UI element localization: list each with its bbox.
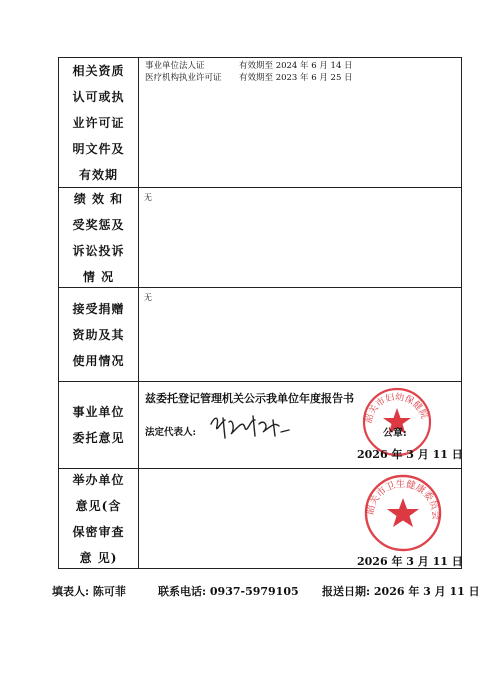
entrust-content [139,382,461,468]
sponsor-content [139,469,461,568]
report-date: 报送日期: 2026 年 3 月 11 日 [322,585,480,598]
license-name: 事业单位法人证 [145,61,205,71]
donation-label: 接受捐赠 资助及其 使用情况 [72,301,125,368]
legal-representative-label: 法定代表人: [145,427,197,438]
license-content [139,58,461,187]
sponsor-row [59,468,461,568]
entrust-label-cell [59,382,139,468]
performance-label-cell [59,188,139,287]
entrust-notice: 兹委托登记管理机关公示我单位年度报告书 [145,392,354,405]
performance-value: 无 [144,193,152,202]
license-row [59,58,461,187]
license-name: 医疗机构执业许可证 [145,73,222,83]
entrust-label: 事业单位 委托意见 [72,405,125,445]
health-commission-seal [363,473,443,553]
filler-info: 填表人: 陈可菲 [52,585,126,598]
performance-label: 绩 效 和 受奖惩及 诉讼投诉 情 况 [72,191,125,284]
license-validity: 有效期至 2024 年 6 月 14 日 [239,61,353,71]
sponsor-label-cell [59,469,139,568]
annual-report-form [58,57,462,569]
sponsor-label: 举办单位 意见(含 保密审查 意 见) [72,472,125,565]
performance-row [59,187,461,287]
license-label: 相关资质 认可或执 业许可证 明文件及 有效期 [72,63,125,182]
entrust-row [59,381,461,468]
seal-label: 公章: [383,428,407,439]
contact-phone: 联系电话: 0937-5979105 [158,585,299,598]
license-validity: 有效期至 2023 年 6 月 25 日 [239,73,353,83]
donation-label-cell [59,288,139,381]
hospital-seal-text: 韶关市妇幼保健院 [363,392,429,425]
entrust-date: 2026 年 3 月 11 日 [357,448,463,461]
license-label-cell [59,58,139,187]
sponsor-date: 2026 年 3 月 11 日 [357,555,463,568]
health-commission-seal-text: 韶关市卫生健康委员会 [364,478,442,521]
performance-content [139,188,461,287]
donation-row [59,287,461,381]
donation-content [139,288,461,381]
donation-value: 无 [144,293,152,302]
signature [209,412,299,440]
